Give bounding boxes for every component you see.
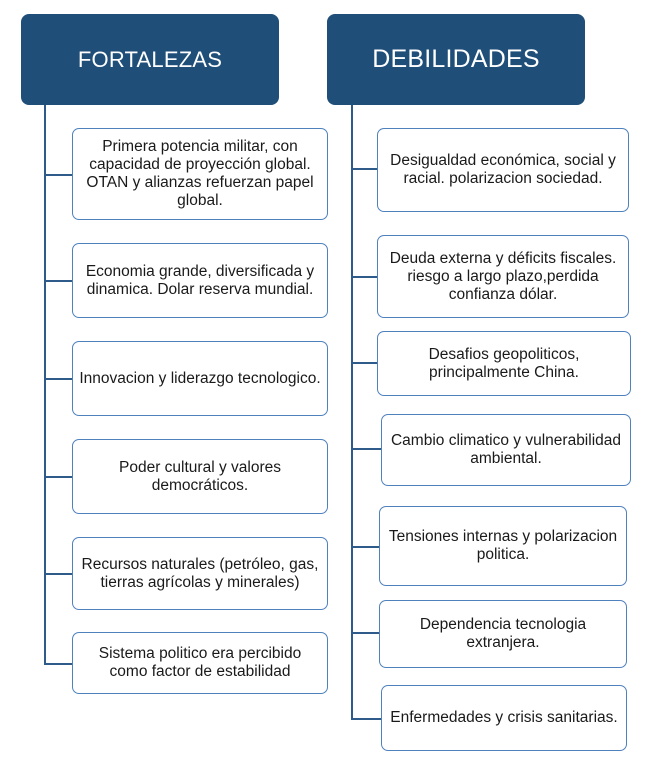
strengths-connector-branch <box>44 573 72 575</box>
weakness-item: Dependencia tecnologia extranjera. <box>379 600 627 668</box>
weakness-item: Deuda externa y déficits fiscales. riesgo a largo plazo,perdida confianza dólar. <box>377 235 629 318</box>
strength-item: Poder cultural y valores democráticos. <box>72 439 328 514</box>
weakness-item: Desafios geopoliticos, principalmente China. <box>377 331 631 396</box>
weakness-item: Cambio climatico y vulnerabilidad ambiental. <box>381 414 631 486</box>
strengths-header: FORTALEZAS <box>21 14 279 105</box>
strengths-connector-branch <box>44 378 72 380</box>
weakness-item: Desigualdad económica, social y racial. polarizacion sociedad. <box>377 128 629 212</box>
weaknesses-header: DEBILIDADES <box>327 14 585 105</box>
weaknesses-connector-branch <box>351 276 377 278</box>
weaknesses-connector-branch <box>351 546 379 548</box>
strengths-connector-branch <box>44 174 72 176</box>
strength-item: Primera potencia militar, con capacidad de proyección global. OTAN y alianzas refuerzan papel global. <box>72 128 328 220</box>
weakness-item: Tensiones internas y polarizacion politica. <box>379 506 627 586</box>
strength-item: Innovacion y liderazgo tecnologico. <box>72 341 328 416</box>
strengths-connector-branch <box>44 280 72 282</box>
weaknesses-connector-branch <box>351 168 377 170</box>
strength-item: Economia grande, diversificada y dinamica. Dolar reserva mundial. <box>72 243 328 318</box>
weakness-item: Enfermedades y crisis sanitarias. <box>381 685 627 751</box>
weaknesses-connector-trunk <box>351 105 353 719</box>
weaknesses-connector-branch <box>351 448 381 450</box>
strength-item: Sistema politico era percibido como factor de estabilidad <box>72 632 328 694</box>
strengths-connector-branch <box>44 476 72 478</box>
weaknesses-connector-branch <box>351 632 379 634</box>
weaknesses-connector-branch <box>351 718 381 720</box>
strength-item: Recursos naturales (petróleo, gas, tierras agrícolas y minerales) <box>72 537 328 610</box>
weaknesses-connector-branch <box>351 362 377 364</box>
strengths-connector-branch <box>44 663 72 665</box>
strengths-connector-trunk <box>44 105 46 665</box>
